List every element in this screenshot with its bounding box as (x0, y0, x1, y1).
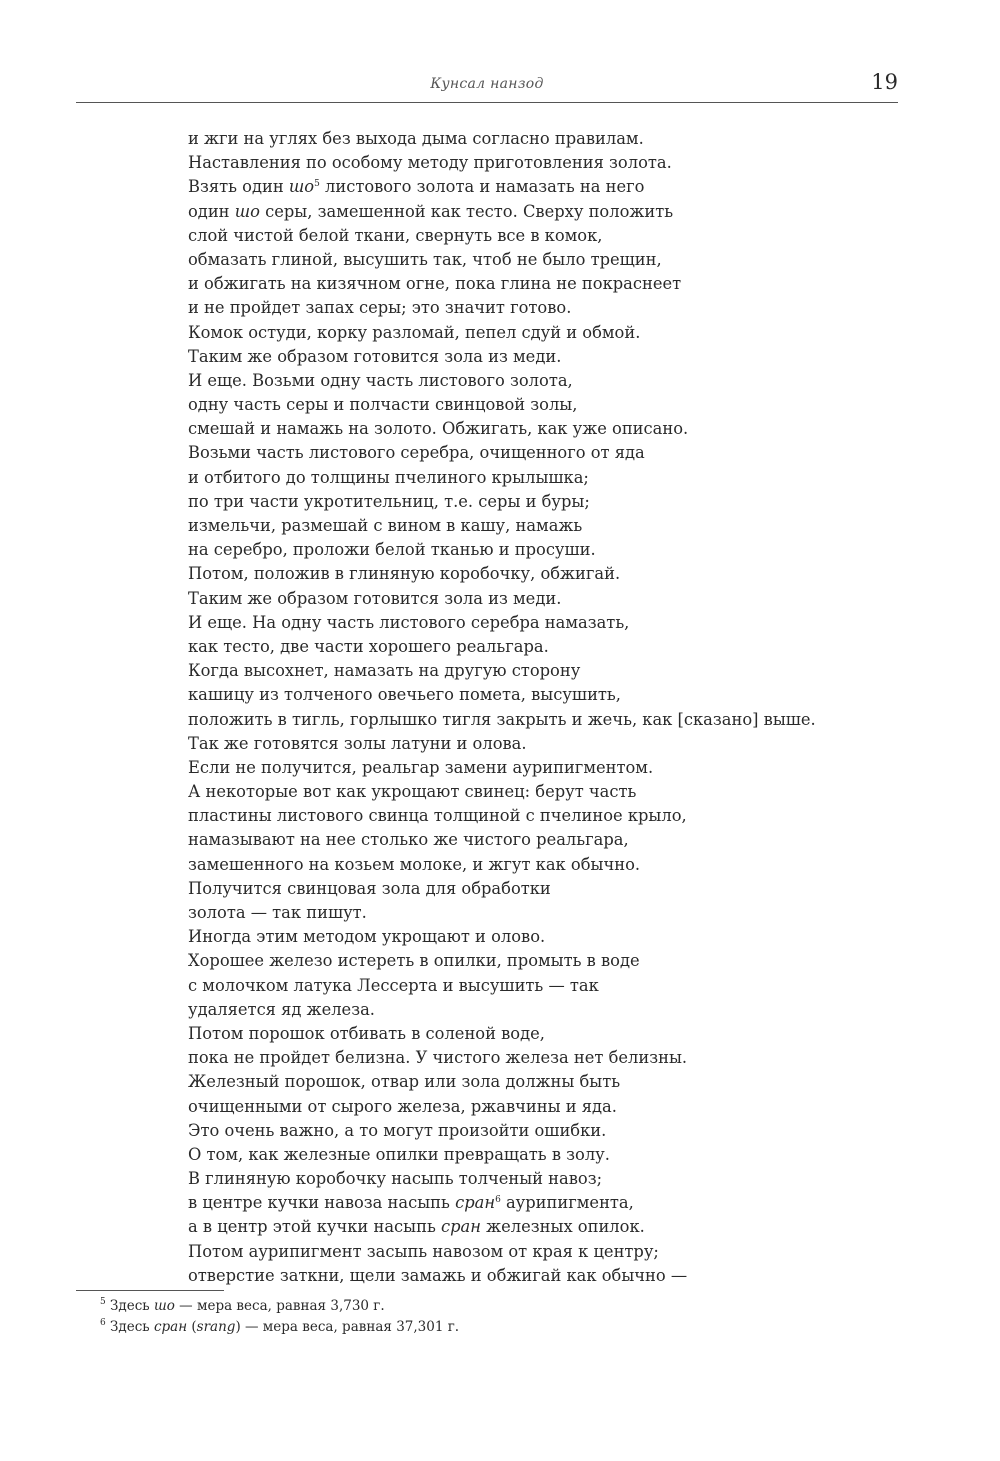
text-run: и жги на углях без выхода дыма согласно правилам. (188, 129, 644, 148)
text-line (188, 611, 908, 635)
text-run: ( (187, 1319, 197, 1335)
text-line (188, 562, 908, 586)
text-line (188, 853, 908, 877)
text-run: аурипигмента, (500, 1193, 634, 1213)
text-line (188, 466, 908, 490)
text-line (188, 272, 908, 296)
text-run: Когда высохнет, намазать на другую сторону (188, 661, 581, 681)
text-run: О том, как железные опилки превращать в золу. (188, 1144, 610, 1164)
italic-term: сран (153, 1319, 188, 1335)
text-run: Так же готовятся золы латуни и олова. (188, 733, 527, 753)
text-run: Железный порошок, отвар или зола должны быть (188, 1072, 621, 1092)
italic-term: шо (153, 1298, 175, 1314)
text-line (188, 538, 908, 562)
text-line (188, 780, 908, 804)
text-run: Наставления по особому методу приготовления золота. (188, 153, 672, 173)
text-run: слой чистой белой ткани, свернуть все в комок, (188, 225, 603, 245)
header-rule (76, 102, 898, 103)
text-line (188, 974, 908, 998)
text-run: смешай и намажь на золото. Обжигать, как уже описано. (188, 419, 689, 439)
text-line (188, 1070, 908, 1094)
footnote (100, 1296, 459, 1317)
text-run: пока не пройдет белизна. У чистого железа нет белизны. (188, 1048, 688, 1068)
text-line (188, 635, 908, 659)
text-run: А некоторые вот как укрощают свинец: берут часть (188, 782, 637, 802)
text-run: по три части укротительниц, т.е. серы и буры; (188, 491, 590, 511)
text-run: одну часть серы и полчасти свинцовой золы, (188, 395, 578, 415)
text-run: Хорошее железо истереть в опилки, промыть в воде (188, 951, 640, 971)
text-run: золота — так пишут. (188, 903, 367, 922)
text-run: Таким же образом готовится зола из меди. (188, 588, 562, 608)
text-run: обмазать глиной, высушить так, чтоб не было трещин, (188, 249, 662, 269)
text-run: удаляется яд железа. (188, 999, 375, 1019)
text-line (188, 441, 908, 465)
italic-term: шо (234, 201, 260, 221)
text-run: листового золота и намазать на него (319, 177, 645, 197)
text-run: Взять один (188, 177, 289, 197)
text-run: железных опилок. (480, 1217, 645, 1237)
text-line (188, 877, 908, 901)
text-run: один (188, 201, 235, 221)
page-number: 19 (871, 70, 898, 94)
text-run: и обжигать на кизячном огне, пока глина не покраснеет (188, 274, 682, 294)
text-run: как тесто, две части хорошего реальгара. (188, 636, 549, 656)
text-run: в центре кучки навоза насыпь (188, 1193, 456, 1213)
text-line (188, 1215, 908, 1239)
italic-term: сран (441, 1217, 481, 1237)
text-line (188, 1264, 908, 1288)
text-run: положить в тигль, горлышко тигля закрыть и жечь, как [сказано] выше. (188, 709, 816, 729)
text-line (188, 925, 908, 949)
text-run: с молочком латука Лессерта и высушить — так (188, 975, 599, 995)
text-run: Если не получится, реальгар замени аурипигментом. (188, 757, 654, 777)
italic-term: сран (455, 1193, 496, 1213)
text-line (188, 248, 908, 272)
text-run: на серебро, проложи белой тканью и просуши. (188, 540, 596, 560)
text-line (188, 804, 908, 828)
text-line (188, 587, 908, 611)
text-line (188, 1143, 908, 1167)
text-run: Таким же образом готовится зола из меди. (188, 346, 562, 366)
text-run: кашицу из толченого овечьего помета, высушить, (188, 685, 621, 705)
text-line (188, 417, 908, 441)
text-line (188, 683, 908, 707)
text-line (188, 296, 908, 320)
text-line (188, 998, 908, 1022)
text-line (188, 321, 908, 345)
text-run: Здесь (105, 1298, 154, 1314)
text-run: измельчи, размешай с вином в кашу, намажь (188, 516, 583, 535)
text-line (188, 490, 908, 514)
text-run: Это очень важно, а то могут произойти ошибки. (188, 1120, 607, 1140)
text-run: Потом, положив в глиняную коробочку, обжигай. (188, 564, 621, 584)
text-line (188, 756, 908, 780)
text-run: серы, замешенной как тесто. Сверху положить (259, 201, 674, 221)
text-run: — мера веса, равная 3,730 г. (174, 1298, 385, 1314)
text-line (188, 1022, 908, 1046)
text-line (188, 828, 908, 852)
text-run: отверстие заткни, щели замажь и обжигай как обычно — (188, 1265, 688, 1285)
text-run: ) — мера веса, равная 37,301 г. (235, 1319, 460, 1335)
footnote-ref: 6 (100, 1318, 106, 1328)
text-line (188, 732, 908, 756)
italic-term: srang (196, 1319, 236, 1335)
text-run: Иногда этим методом укрощают и олово. (188, 927, 546, 947)
text-line (188, 369, 908, 393)
text-line (188, 659, 908, 683)
text-line (188, 1119, 908, 1143)
footnote (100, 1317, 459, 1338)
footnote-ref: 6 (495, 1195, 501, 1206)
text-line (188, 345, 908, 369)
text-run: Здесь (105, 1319, 154, 1335)
footnotes (100, 1296, 459, 1338)
text-run: Потом аурипигмент засыпь навозом от края к центру; (188, 1241, 659, 1261)
text-line (188, 393, 908, 417)
text-run: Получится свинцовая зола для обработки (188, 878, 551, 898)
footnote-rule (76, 1290, 224, 1291)
text-line (188, 514, 908, 538)
running-head (76, 70, 898, 100)
footnote-ref: 5 (314, 179, 320, 190)
body-text (188, 127, 908, 1288)
text-line (188, 151, 908, 175)
text-line (188, 901, 908, 925)
text-line (188, 708, 908, 732)
text-line (188, 175, 908, 199)
text-line (188, 1095, 908, 1119)
text-line (188, 1167, 908, 1191)
text-line (188, 1240, 908, 1264)
text-line (188, 224, 908, 248)
text-run: Возьми часть листового серебра, очищенного от яда (188, 443, 645, 463)
text-run: а в центр этой кучки насыпь (188, 1217, 441, 1237)
text-line (188, 1046, 908, 1070)
italic-term: шо (288, 177, 315, 197)
text-run: пластины листового свинца толщиной с пчелиное крыло, (188, 806, 687, 826)
text-line (188, 200, 908, 224)
text-run: и не пройдет запах серы; это значит готово. (188, 298, 572, 318)
text-run: и отбитого до толщины пчелиного крылышка; (188, 467, 589, 487)
text-run: очищенными от сырого железа, ржавчины и яда. (188, 1096, 617, 1116)
text-run: И еще. На одну часть листового серебра намазать, (188, 612, 630, 632)
text-run: В глиняную коробочку насыпь толченый навоз; (188, 1169, 603, 1189)
footnote-ref: 5 (100, 1297, 106, 1307)
text-run: И еще. Возьми одну часть листового золота, (188, 370, 573, 390)
running-title: Кунсал нанзод (430, 76, 544, 92)
text-run: намазывают на нее столько же чистого реальгара, (188, 830, 629, 850)
text-run: Комок остуди, корку разломай, пепел сдуй и обмой. (188, 322, 641, 342)
text-line (188, 949, 908, 973)
text-line (188, 127, 908, 151)
text-run: замешенного на козьем молоке, и жгут как обычно. (188, 854, 641, 874)
text-line (188, 1191, 908, 1215)
text-run: Потом порошок отбивать в соленой воде, (188, 1023, 545, 1043)
